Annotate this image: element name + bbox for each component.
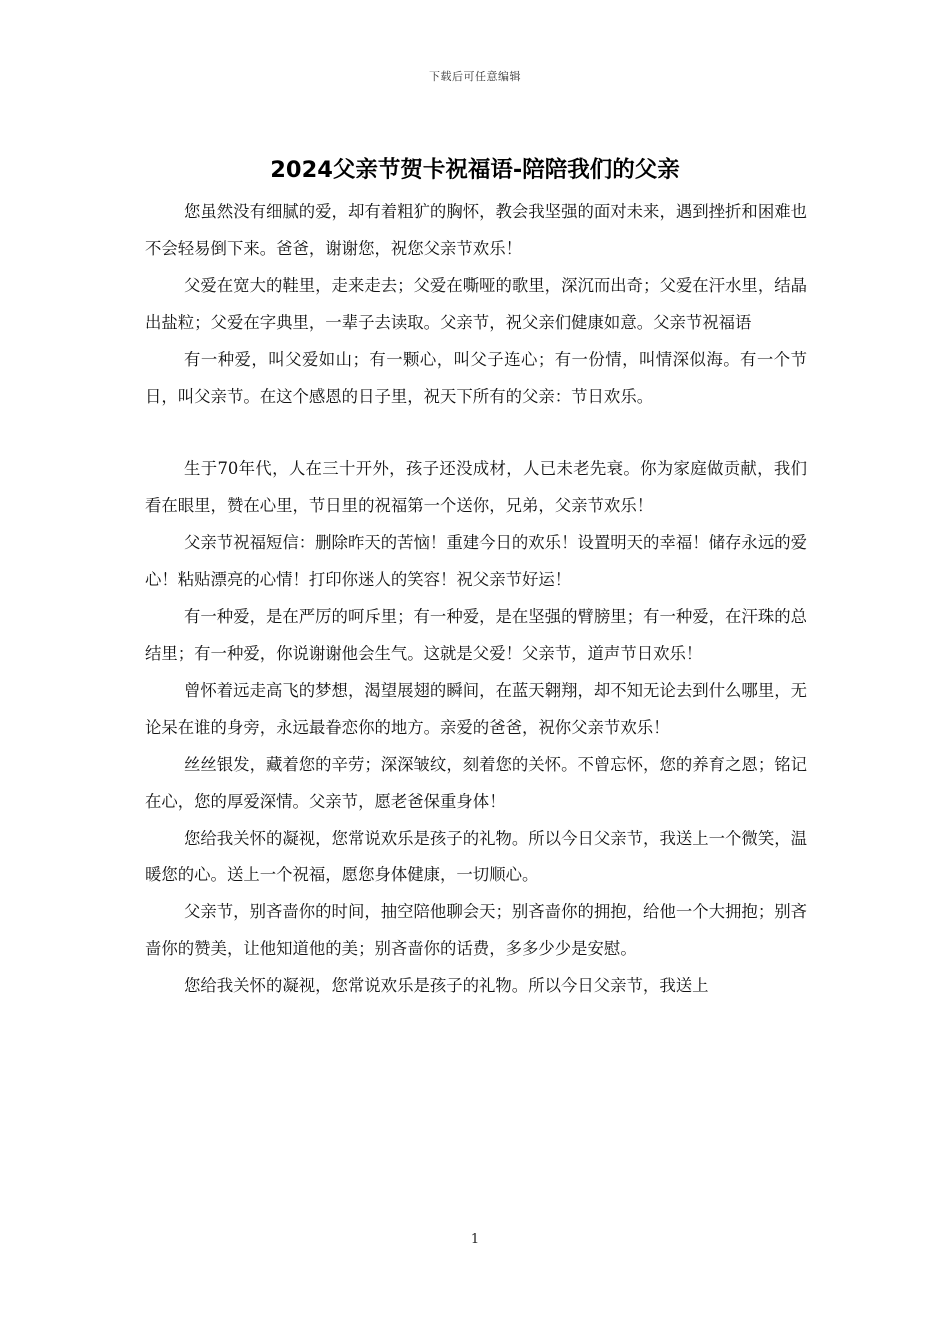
paragraph: 丝丝银发，藏着您的辛劳；深深皱纹，刻着您的关怀。不曾忘怀，您的养育之恩；铭记在心，您的厚爱深情。父亲节，愿老爸保重身体！ [145,754,807,811]
page-number: 1 [470,1232,480,1247]
paragraph: 父爱在宽大的鞋里，走来走去；父爱在嘶哑的歌里，深沉而出奇；父爱在汗水里，结晶出盐粒；父爱在字典里，一辈子去读取。父亲节，祝父亲们健康如意。父亲节祝福语 [145,275,807,332]
paragraph: 您虽然没有细腻的爱，却有着粗犷的胸怀，教会我坚强的面对未来，遇到挫折和困难也不会轻易倒下来。爸爸，谢谢您，祝您父亲节欢乐！ [145,202,807,258]
document-title: 2024父亲节贺卡祝福语-陪陪我们的父亲 [270,157,680,183]
document-body [145,194,807,1005]
paragraph: 生于70年代，人在三十开外，孩子还没成材，人已未老先衰。你为家庭做贡献，我们看在眼里，赞在心里，节日里的祝福第一个送你，兄弟，父亲节欢乐！ [145,459,807,516]
paragraph: 有一种爱，叫父爱如山；有一颗心，叫父子连心；有一份情，叫情深似海。有一个节日，叫父亲节。在这个感恩的日子里，祝天下所有的父亲：节日欢乐。 [145,349,807,406]
paragraph: 您给我关怀的凝视，您常说欢乐是孩子的礼物。所以今日父亲节，我送上一个微笑，温暖您的心。送上一个祝福，愿您身体健康，一切顺心。 [145,828,807,885]
paragraph: 有一种爱，是在严厉的呵斥里；有一种爱，是在坚强的臂膀里；有一种爱，在汗珠的总结里；有一种爱，你说谢谢他会生气。这就是父爱！父亲节，道声节日欢乐！ [145,607,807,663]
paragraph: 父亲节，别吝啬你的时间，抽空陪他聊会天；别吝啬你的拥抱，给他一个大拥抱；别吝啬你的赞美，让他知道他的美；别吝啬你的话费，多多少少是安慰。 [145,902,807,959]
paragraph: 父亲节祝福短信：删除昨天的苦恼！重建今日的欢乐！设置明天的幸福！储存永远的爱心！粘贴漂亮的心情！打印你迷人的笑容！祝父亲节好运！ [145,533,807,590]
paragraph: 曾怀着远走高飞的梦想，渴望展翅的瞬间，在蓝天翱翔，却不知无论去到什么哪里，无论呆在谁的身旁，永远最眷恋你的地方。亲爱的爸爸，祝你父亲节欢乐！ [145,680,807,737]
paragraph: 您给我关怀的凝视，您常说欢乐是孩子的礼物。所以今日父亲节，我送上 [184,976,709,996]
header-note: 下载后可任意编辑 [429,70,521,83]
